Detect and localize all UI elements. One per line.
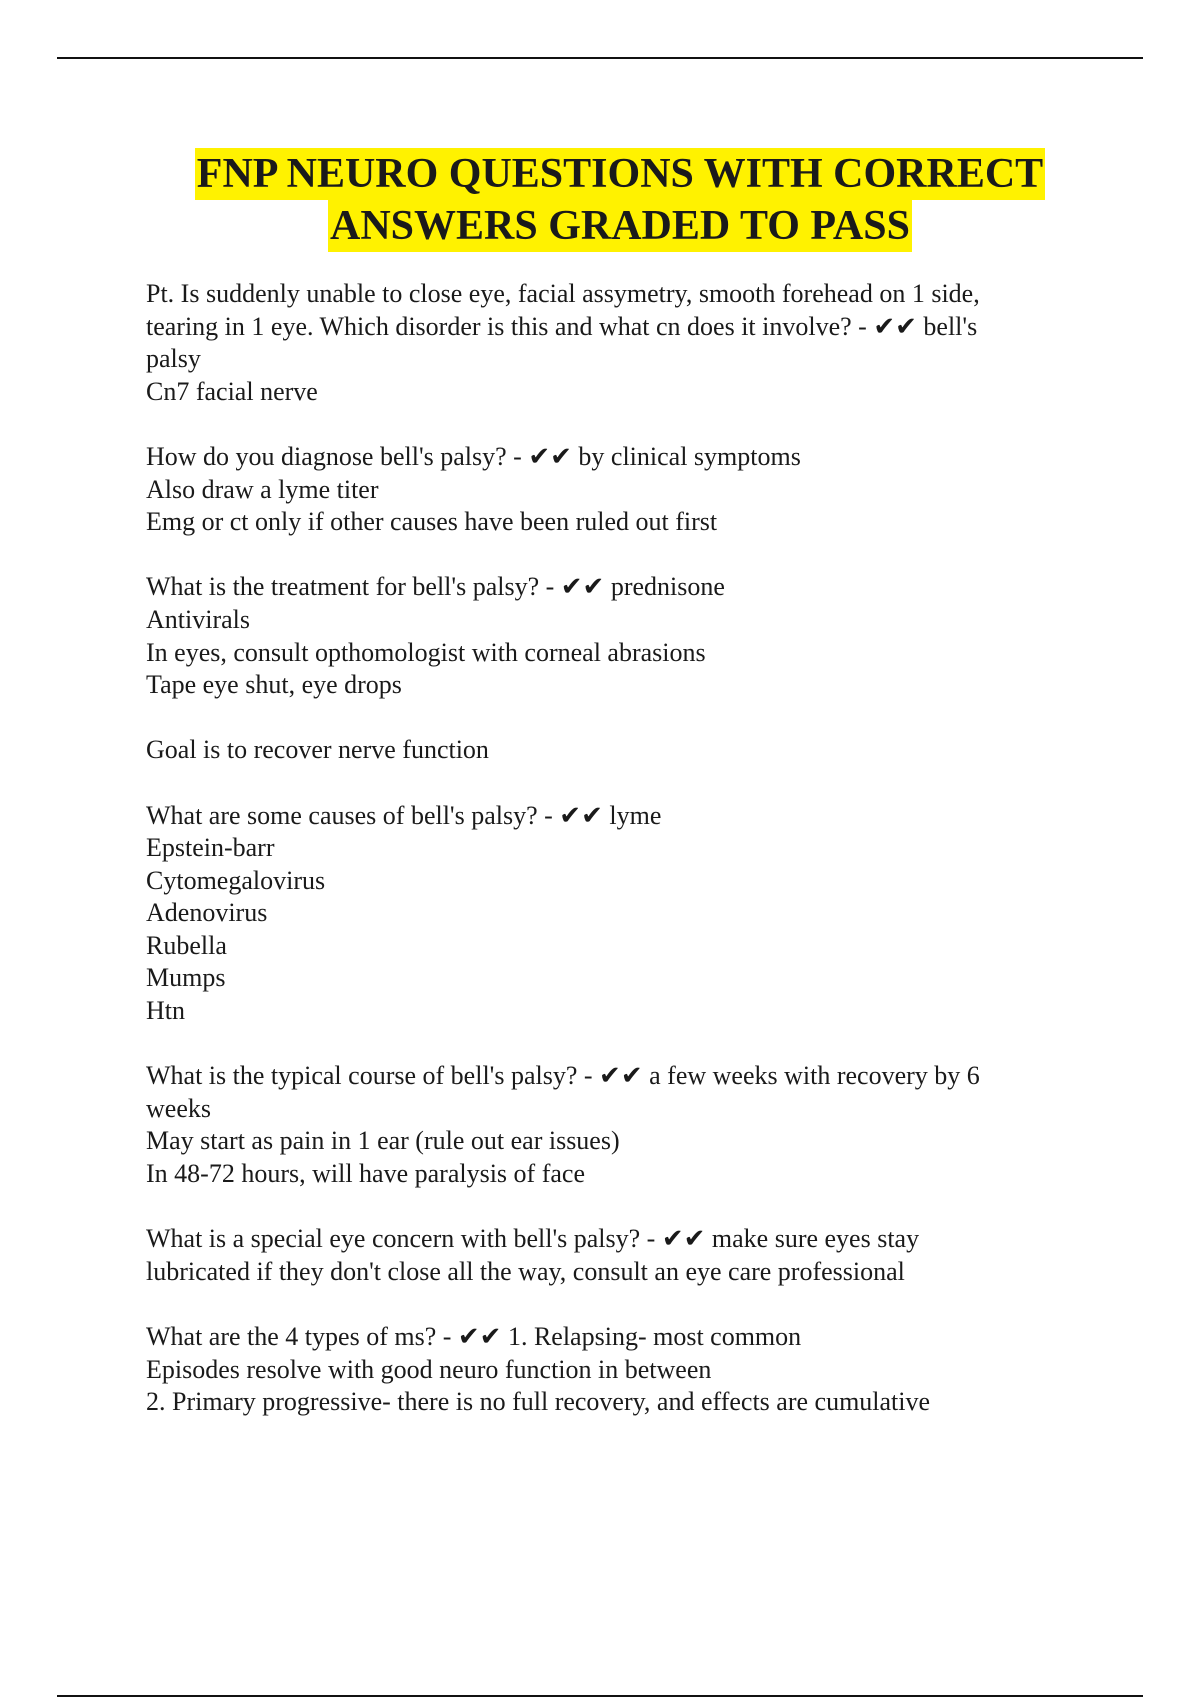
title-line-2: ANSWERS GRADED TO PASS — [328, 200, 912, 252]
text-line: Tape eye shut, eye drops — [146, 670, 402, 700]
text-line: Htn — [146, 996, 185, 1026]
document-title — [120, 148, 1120, 252]
text-line: What is the typical course of bell's palsy? - ✔✔ a few weeks with recovery by 6 — [146, 1061, 980, 1091]
qa-bells-palsy-causes — [146, 800, 1066, 1028]
text-line: Antivirals — [146, 604, 250, 634]
text-line: Also draw a lyme titer — [146, 474, 379, 504]
qa-goal — [146, 734, 1066, 767]
text-line: What is a special eye concern with bell's palsy? - ✔✔ make sure eyes stay — [146, 1224, 920, 1254]
document-body — [146, 278, 1066, 1451]
qa-bells-palsy-eye-concern — [146, 1223, 1066, 1288]
text-line: What are some causes of bell's palsy? - ✔✔ lyme — [146, 800, 662, 830]
text-line: Rubella — [146, 930, 227, 960]
qa-bells-palsy-diagnosis — [146, 441, 1066, 539]
text-line: Pt. Is suddenly unable to close eye, facial assymetry, smooth forehead on 1 side, — [146, 279, 980, 308]
qa-bells-palsy-treatment — [146, 571, 1066, 701]
text-line: What are the 4 types of ms? - ✔✔ 1. Relapsing- most common — [146, 1322, 802, 1351]
text-line: Epstein-barr — [146, 833, 275, 863]
text-line: How do you diagnose bell's palsy? - ✔✔ by clinical symptoms — [146, 441, 801, 471]
qa-bells-palsy-course — [146, 1060, 1066, 1190]
top-rule — [57, 57, 1143, 59]
bottom-rule — [57, 1695, 1143, 1697]
text-line: What is the treatment for bell's palsy? - ✔✔ prednisone — [146, 572, 725, 602]
text-line: lubricated if they don't close all the way, consult an eye care professional — [146, 1256, 905, 1286]
text-line: Mumps — [146, 963, 226, 993]
title-line-1: FNP NEURO QUESTIONS WITH CORRECT — [195, 148, 1045, 200]
text-line: Emg or ct only if other causes have been ruled out first — [146, 507, 718, 537]
text-line: May start as pain in 1 ear (rule out ear issues) — [146, 1126, 620, 1156]
text-line: 2. Primary progressive- there is no full recovery, and effects are cumulative — [146, 1387, 931, 1417]
text-line: In eyes, consult opthomologist with corneal abrasions — [146, 637, 706, 667]
text-line: Adenovirus — [146, 898, 268, 928]
text-line: palsy — [146, 344, 201, 374]
text-line: Cytomegalovirus — [146, 865, 326, 895]
text-line: weeks — [146, 1093, 211, 1123]
text-line: In 48-72 hours, will have paralysis of face — [146, 1159, 585, 1189]
qa-ms-types — [146, 1321, 1066, 1419]
text-line: tearing in 1 eye. Which disorder is this and what cn does it involve? - ✔✔ bell's — [146, 311, 978, 341]
qa-bells-palsy-disorder — [146, 278, 1066, 408]
text-line: Cn7 facial nerve — [146, 376, 318, 406]
text-line: Episodes resolve with good neuro function in between — [146, 1354, 712, 1384]
text-line: Goal is to recover nerve function — [146, 735, 489, 765]
